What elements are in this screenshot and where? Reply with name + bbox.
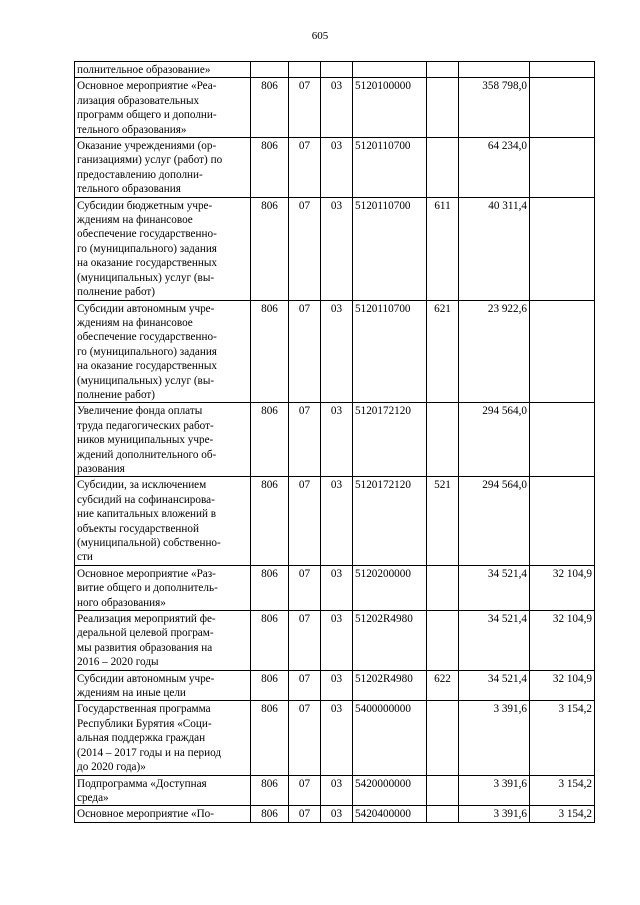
cell-sum-2: 32 104,9 [530, 670, 595, 701]
cell-csr: 5120100000 [353, 78, 427, 138]
cell-name: Подпрограмма «Доступная среда» [75, 775, 251, 806]
cell-csr: 51202R4980 [353, 670, 427, 701]
table-row [75, 300, 595, 403]
cell-sum-1: 34 521,4 [459, 670, 530, 701]
cell-sum-1: 294 564,0 [459, 403, 530, 477]
cell-name: Основное мероприятие «Раз- витие общего и дополнитель- ного образования» [75, 565, 251, 610]
cell-vr [427, 611, 459, 671]
cell-podrazdel: 03 [321, 197, 353, 300]
cell-vr [427, 78, 459, 138]
table-row [75, 62, 595, 78]
cell-ved: 806 [251, 701, 289, 775]
cell-name: Государственная программа Республики Бурятия «Соци- альная поддержка граждан (2014 – 2017 годы и на период до 2020 года)» [75, 701, 251, 775]
cell-ved: 806 [251, 403, 289, 477]
cell-vr [427, 806, 459, 822]
cell-razdel: 07 [289, 611, 321, 671]
cell-vr: 521 [427, 477, 459, 565]
cell-ved: 806 [251, 138, 289, 198]
cell-ved: 806 [251, 565, 289, 610]
budget-table [74, 61, 595, 823]
cell-vr: 611 [427, 197, 459, 300]
cell-sum-1: 3 391,6 [459, 806, 530, 822]
cell-vr: 621 [427, 300, 459, 403]
cell-name: Субсидии автономным учре- ждениям на финансовое обеспечение государственно- го (муниципального) задания на оказание государственных (муниципальных) услуг (вы- полнение работ) [75, 300, 251, 403]
cell-csr: 51202R4980 [353, 611, 427, 671]
cell-ved: 806 [251, 775, 289, 806]
cell-podrazdel [321, 62, 353, 78]
cell-sum-2 [530, 197, 595, 300]
cell-razdel: 07 [289, 403, 321, 477]
cell-podrazdel: 03 [321, 138, 353, 198]
cell-csr [353, 62, 427, 78]
table-row [75, 477, 595, 565]
table-row [75, 403, 595, 477]
cell-podrazdel: 03 [321, 477, 353, 565]
cell-csr: 5120110700 [353, 197, 427, 300]
cell-sum-1: 3 391,6 [459, 701, 530, 775]
cell-ved: 806 [251, 611, 289, 671]
cell-podrazdel: 03 [321, 403, 353, 477]
cell-name: Основное мероприятие «По- [75, 806, 251, 822]
cell-sum-1: 34 521,4 [459, 565, 530, 610]
cell-vr: 622 [427, 670, 459, 701]
table-row [75, 138, 595, 198]
cell-csr: 5420400000 [353, 806, 427, 822]
cell-ved: 806 [251, 197, 289, 300]
table-row [75, 775, 595, 806]
cell-vr [427, 62, 459, 78]
table-row [75, 806, 595, 822]
cell-sum-1: 294 564,0 [459, 477, 530, 565]
cell-sum-1: 358 798,0 [459, 78, 530, 138]
cell-razdel: 07 [289, 670, 321, 701]
cell-razdel: 07 [289, 300, 321, 403]
cell-razdel: 07 [289, 477, 321, 565]
cell-sum-1: 23 922,6 [459, 300, 530, 403]
cell-sum-2: 3 154,2 [530, 806, 595, 822]
cell-sum-2: 32 104,9 [530, 611, 595, 671]
cell-name: Субсидии автономным учре- ждениям на иные цели [75, 670, 251, 701]
cell-name: Оказание учреждениями (ор- ганизациями) услуг (работ) по предоставлению дополни- тельного образования [75, 138, 251, 198]
cell-sum-2 [530, 300, 595, 403]
cell-vr [427, 138, 459, 198]
cell-podrazdel: 03 [321, 701, 353, 775]
cell-podrazdel: 03 [321, 300, 353, 403]
cell-sum-2 [530, 62, 595, 78]
cell-sum-1: 40 311,4 [459, 197, 530, 300]
cell-podrazdel: 03 [321, 611, 353, 671]
table-row [75, 78, 595, 138]
cell-vr [427, 701, 459, 775]
cell-ved: 806 [251, 300, 289, 403]
cell-name: полнительное образование» [75, 62, 251, 78]
cell-name: Увеличение фонда оплаты труда педагогических работ- ников муниципальных учре- ждений дополнительного об- разования [75, 403, 251, 477]
cell-razdel: 07 [289, 775, 321, 806]
table-row [75, 670, 595, 701]
cell-sum-2: 32 104,9 [530, 565, 595, 610]
cell-csr: 5120172120 [353, 403, 427, 477]
cell-podrazdel: 03 [321, 806, 353, 822]
cell-ved: 806 [251, 806, 289, 822]
cell-razdel [289, 62, 321, 78]
cell-podrazdel: 03 [321, 565, 353, 610]
cell-name: Реализация мероприятий фе- деральной целевой програм- мы развития образования на 2016 – 2020 годы [75, 611, 251, 671]
cell-razdel: 07 [289, 806, 321, 822]
cell-csr: 5120110700 [353, 300, 427, 403]
cell-podrazdel: 03 [321, 78, 353, 138]
cell-sum-2 [530, 78, 595, 138]
cell-ved: 806 [251, 477, 289, 565]
table-row [75, 701, 595, 775]
cell-sum-2: 3 154,2 [530, 775, 595, 806]
cell-razdel: 07 [289, 197, 321, 300]
cell-razdel: 07 [289, 701, 321, 775]
cell-sum-1: 34 521,4 [459, 611, 530, 671]
cell-razdel: 07 [289, 138, 321, 198]
cell-sum-1 [459, 62, 530, 78]
cell-podrazdel: 03 [321, 775, 353, 806]
table-row [75, 197, 595, 300]
cell-csr: 5400000000 [353, 701, 427, 775]
cell-csr: 5120172120 [353, 477, 427, 565]
table-row [75, 565, 595, 610]
cell-name: Субсидии бюджетным учре- ждениям на финансовое обеспечение государственно- го (муниципального) задания на оказание государственных (муниципальных) услуг (вы- полнение работ) [75, 197, 251, 300]
cell-sum-2 [530, 138, 595, 198]
cell-sum-1: 3 391,6 [459, 775, 530, 806]
cell-ved: 806 [251, 670, 289, 701]
cell-name: Субсидии, за исключением субсидий на софинансирова- ние капитальных вложений в объекты государственной (муниципальной) собственно- сти [75, 477, 251, 565]
cell-podrazdel: 03 [321, 670, 353, 701]
cell-sum-2: 3 154,2 [530, 701, 595, 775]
cell-vr [427, 565, 459, 610]
cell-vr [427, 403, 459, 477]
table-row [75, 611, 595, 671]
cell-vr [427, 775, 459, 806]
cell-name: Основное мероприятие «Реа- лизация образовательных программ общего и дополни- тельного образования» [75, 78, 251, 138]
cell-sum-2 [530, 477, 595, 565]
cell-razdel: 07 [289, 565, 321, 610]
cell-ved [251, 62, 289, 78]
table-body [75, 62, 595, 823]
cell-ved: 806 [251, 78, 289, 138]
cell-sum-1: 64 234,0 [459, 138, 530, 198]
cell-csr: 5120110700 [353, 138, 427, 198]
cell-csr: 5120200000 [353, 565, 427, 610]
cell-razdel: 07 [289, 78, 321, 138]
cell-sum-2 [530, 403, 595, 477]
page-number: 605 [311, 30, 329, 42]
cell-csr: 5420000000 [353, 775, 427, 806]
